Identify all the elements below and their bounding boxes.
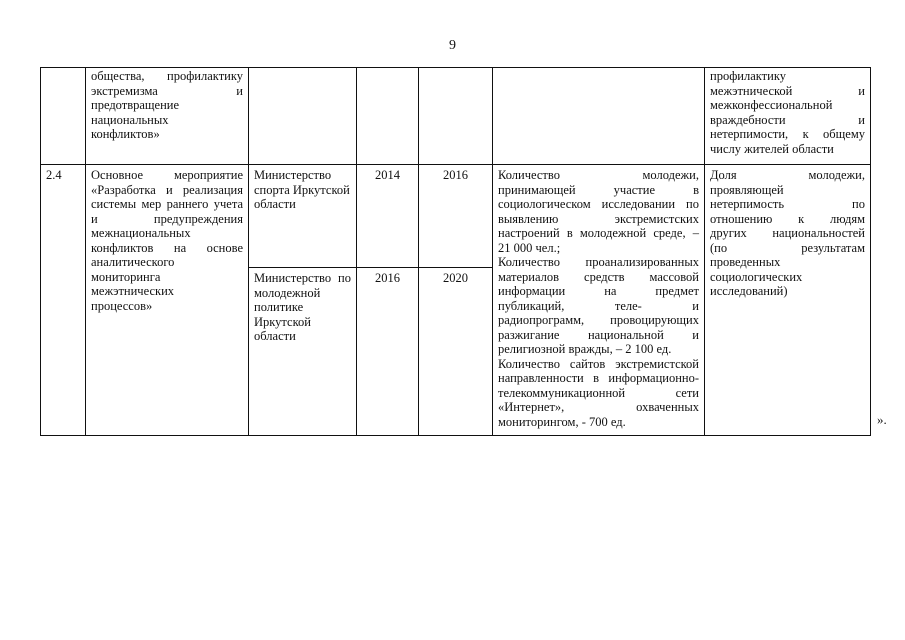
text-line: социологических xyxy=(710,269,803,284)
text-line: проведенных xyxy=(710,255,781,269)
cell-result xyxy=(705,165,871,436)
text-line: межнациональных xyxy=(91,226,191,240)
text-line: области xyxy=(254,329,296,343)
text-line: нетерпимость по xyxy=(710,197,865,211)
closing-quote-mark: ». xyxy=(877,412,887,427)
cell-indicators xyxy=(493,165,705,436)
text-line: конфликтов» xyxy=(91,127,160,141)
text-line: «Интернет», охваченных xyxy=(498,400,699,414)
text-line: материалов средств массовой xyxy=(498,269,699,284)
text-line: системы мер раннего учета xyxy=(91,197,243,211)
cell-start-year-2: 2016 xyxy=(357,268,419,436)
text-line: Количество молодежи, xyxy=(498,168,699,182)
text-line: публикаций, теле- и xyxy=(498,298,699,313)
text-line: национальных xyxy=(91,112,169,127)
cell-indicator-continued xyxy=(493,68,705,165)
cell-executor-1 xyxy=(249,165,357,268)
text-line: (по результатам xyxy=(710,240,865,255)
cell-row-number: 2.4 xyxy=(41,165,86,436)
text-line: информации на предмет xyxy=(498,284,699,298)
text-line: межэтнических xyxy=(91,284,175,298)
text-line: Основное мероприятие xyxy=(91,168,243,182)
text-line: других национальностей xyxy=(710,226,865,240)
cell-num-continued xyxy=(41,68,86,165)
text-line: «Разработка и реализация xyxy=(91,182,243,197)
text-line: исследований) xyxy=(710,284,788,298)
text-line: аналитического xyxy=(91,255,175,269)
text-line: межконфессиональной xyxy=(710,98,833,112)
text-line: Министерство xyxy=(254,168,332,182)
text-line: Количество сайтов экстремистской xyxy=(498,356,699,371)
cell-event xyxy=(86,165,249,436)
text-line: телекоммуникационной сети xyxy=(498,385,699,400)
text-line: Министерство по xyxy=(254,271,351,285)
text-line: принимающей участие в xyxy=(498,182,699,197)
cell-executor-2 xyxy=(249,268,357,436)
text-line: экстремизма и xyxy=(91,83,243,98)
continuation-row xyxy=(41,68,871,165)
text-line: Доля молодежи, xyxy=(710,168,865,182)
cell-start-continued xyxy=(357,68,419,165)
cell-executor-continued xyxy=(249,68,357,165)
text-line: межэтнической и xyxy=(710,83,865,98)
cell-end-year-2: 2020 xyxy=(419,268,493,436)
text-line: социологическом исследовании по xyxy=(498,197,699,211)
text-line: выявлению экстремистских xyxy=(498,211,699,226)
text-line: Иркутской xyxy=(254,314,311,329)
text-line: направленности в информационно- xyxy=(498,371,699,385)
text-line: спорта Иркутской xyxy=(254,182,350,197)
text-line: Количество проанализированных xyxy=(498,255,699,269)
text-line: числу жителей области xyxy=(710,141,834,156)
text-line: процессов» xyxy=(91,298,153,313)
cell-end-continued xyxy=(419,68,493,165)
text-line: политике xyxy=(254,300,304,314)
text-line: 21 000 чел.; xyxy=(498,240,561,255)
text-line: нетерпимости, к общему xyxy=(710,127,865,141)
text-line: отношению к людям xyxy=(710,211,865,226)
text-line: настроений в молодежной среде, – xyxy=(498,226,699,240)
cell-event-continued xyxy=(86,68,249,165)
cell-end-year-1: 2016 xyxy=(419,165,493,268)
text-line: молодежной xyxy=(254,285,321,300)
program-table xyxy=(40,67,871,436)
text-line: проявляющей xyxy=(710,182,784,197)
text-line: мониторинга xyxy=(91,269,161,284)
text-line: разжигание национальной и xyxy=(498,327,699,342)
cell-start-year-1: 2014 xyxy=(357,165,419,268)
text-line: враждебности и xyxy=(710,112,865,127)
text-line: профилактику xyxy=(710,69,786,83)
text-line: предотвращение xyxy=(91,98,180,112)
text-line: общества, профилактику xyxy=(91,69,243,83)
text-line: мониторингом, - 700 ед. xyxy=(498,414,626,429)
text-line: области xyxy=(254,197,296,211)
row-2-4-executor-1 xyxy=(41,165,871,268)
text-line: религиозной вражды, – 2 100 ед. xyxy=(498,342,672,356)
page-number: 9 xyxy=(449,38,456,53)
text-line: конфликтов на основе xyxy=(91,240,243,255)
text-line: радиопрограмм, провоцирующих xyxy=(498,313,699,327)
cell-result-continued xyxy=(705,68,871,165)
text-line: и предупреждения xyxy=(91,211,243,226)
